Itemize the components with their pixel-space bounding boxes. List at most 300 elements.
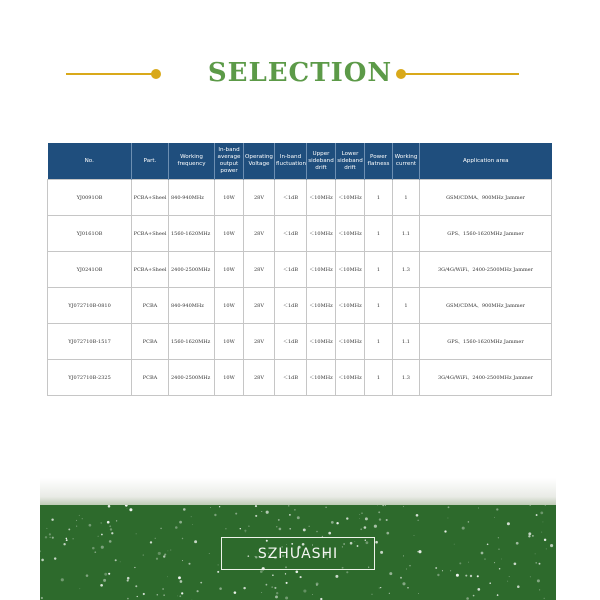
speckle-dot [517,585,520,588]
speckle-dot [435,567,437,569]
speckle-dot [45,536,47,538]
cell-current: 1 [393,288,420,324]
table-row [48,288,552,324]
speckle-dot [489,582,491,584]
speckle-dot [104,573,107,576]
cell-no: YJ072710B-1517 [48,324,132,360]
table-row [48,324,552,360]
speckle-dot [168,551,169,552]
speckle-dot [300,576,302,578]
speckle-dot [403,555,404,556]
cell-no: YJ072710B-2325 [48,360,132,396]
speckle-dot [162,588,164,590]
speckle-dot [179,595,181,597]
speckle-dot [275,595,278,598]
speckle-dot [375,541,378,544]
speckle-dot [94,551,96,553]
speckle-dot [448,506,450,508]
speckle-dot [380,587,381,588]
speckle-dot [418,593,419,594]
speckle-dot [164,554,166,556]
header-application-area: Application area [420,143,552,180]
speckle-dot [107,521,110,524]
speckle-dot [274,587,276,589]
speckle-dot [66,539,68,541]
cell-application: GSM/CDMA、900MHz Jammer [420,288,552,324]
speckle-dot [108,573,110,575]
header-output-power: In-band average output power [215,143,244,180]
speckle-dot [509,576,510,577]
speckle-dot [535,554,536,555]
speckle-dot [276,592,278,594]
speckle-dot [92,547,95,550]
speckle-dot [477,588,480,591]
cell-lower-drift: ＜10MHz [336,180,365,216]
speckle-dot [530,576,531,577]
speckle-dot [127,508,128,509]
speckle-dot [245,532,246,533]
cell-fluctuation: ＜1dB [275,216,307,252]
table-row [48,216,552,252]
speckle-dot [285,597,288,600]
speckle-dot [143,593,145,595]
speckle-dot [278,519,280,521]
speckle-dot [276,526,277,527]
speckle-dot [108,505,111,507]
speckle-dot [188,563,190,565]
speckle-dot [406,569,407,570]
speckle-dot [546,549,547,550]
speckle-dot [379,518,381,520]
speckle-dot [182,538,183,539]
cell-fluctuation: ＜1dB [275,360,307,396]
speckle-dot [389,593,390,594]
speckle-dot [468,562,469,563]
speckle-dot [51,518,53,520]
speckle-dot [537,579,540,582]
speckle-dot [335,575,338,578]
speckle-dot [52,537,54,539]
speckle-dot [79,588,80,589]
speckle-dot [234,591,237,594]
speckle-dot [539,589,540,590]
speckle-dot [325,507,326,508]
cell-upper-drift: ＜10MHz [307,252,336,288]
speckle-dot [110,528,112,530]
header-part: Part. [132,143,169,180]
speckle-dot [210,507,211,508]
speckle-dot [272,574,273,575]
cell-lower-drift: ＜10MHz [336,360,365,396]
cell-voltage: 28V [244,252,275,288]
cell-power: 10W [215,324,244,360]
speckle-dot [285,573,286,574]
speckle-dot [41,559,44,562]
decorative-line-right [403,73,519,75]
cell-voltage: 28V [244,324,275,360]
speckle-dot [66,538,68,540]
speckle-dot [494,517,495,518]
speckle-dot [328,532,331,535]
brand-banner [40,505,556,600]
speckle-dot [360,528,362,530]
cell-voltage: 28V [244,360,275,396]
cell-part: PCBA+Sheel [132,216,169,252]
speckle-dot [61,578,64,581]
cell-frequency: 840-940MHz [169,180,215,216]
speckle-dot [466,597,469,600]
speckle-dot [156,558,158,560]
speckle-dot [541,532,542,533]
cell-voltage: 28V [244,216,275,252]
cell-flatness: 1 [365,324,393,360]
header-power-flatness: Power flatness [365,143,393,180]
speckle-dot [297,516,300,519]
cell-application: GPS、1560-1620MHz Jammer [420,324,552,360]
speckle-dot [197,590,199,592]
table-row [48,180,552,216]
speckle-dot [170,550,171,551]
cell-flatness: 1 [365,252,393,288]
speckle-dot [177,596,178,597]
speckle-dot [89,524,92,527]
speckle-dot [115,559,117,561]
speckle-dot [76,526,77,527]
speckle-dot [181,592,183,594]
speckle-dot [507,522,510,525]
speckle-dot [73,538,74,539]
speckle-dot [365,517,368,520]
cell-flatness: 1 [365,180,393,216]
speckle-dot [536,514,538,516]
speckle-dot [137,596,138,597]
speckle-dot [178,576,181,579]
speckle-dot [414,535,415,536]
speckle-dot [109,540,112,543]
speckle-dot [484,558,485,559]
cell-current: 1.3 [393,252,420,288]
speckle-dot [192,524,193,525]
speckle-dot [98,536,99,537]
speckle-dot [389,572,392,575]
speckle-dot [501,559,502,560]
speckle-dot [316,584,317,585]
speckle-dot [82,518,83,519]
speckle-dot [266,584,268,586]
speckle-dot [400,577,402,579]
cell-frequency: 1560-1620MHz [169,324,215,360]
speckle-dot [309,526,310,527]
speckle-dot [407,587,409,589]
speckle-dot [364,526,367,529]
speckle-dot [200,582,202,584]
speckle-dot [514,562,517,565]
speckle-dot [167,576,168,577]
speckle-dot [163,594,164,595]
speckle-dot [219,506,220,507]
speckle-dot [444,530,446,532]
speckle-dot [380,551,383,554]
speckle-dot [288,505,289,506]
speckle-dot [160,528,162,530]
cell-upper-drift: ＜10MHz [307,216,336,252]
speckle-dot [437,574,439,576]
speckle-dot [316,531,318,533]
cell-current: 1.3 [393,360,420,396]
speckle-dot [528,535,530,537]
speckle-dot [516,542,519,545]
speckle-dot [289,514,291,516]
cell-frequency: 1560-1620MHz [169,216,215,252]
speckle-dot [261,592,262,593]
speckle-dot [243,587,245,589]
speckle-dot [120,561,121,562]
speckle-dot [386,532,389,535]
speckle-dot [255,515,257,517]
speckle-dot [180,580,183,583]
cell-frequency: 840-940MHz [169,288,215,324]
speckle-dot [377,505,378,506]
cell-lower-drift: ＜10MHz [336,324,365,360]
speckle-dot [470,575,472,577]
cell-power: 10W [215,288,244,324]
cell-part: PCBA [132,288,169,324]
header-upper-sideband-drift: Upper sideband drift [307,143,336,180]
speckle-dot [158,552,161,555]
speckle-dot [54,557,56,559]
speckle-dot [382,505,384,506]
cell-fluctuation: ＜1dB [275,288,307,324]
cell-fluctuation: ＜1dB [275,252,307,288]
speckle-dot [494,562,495,563]
speckle-dot [125,505,128,507]
speckle-dot [182,560,183,561]
cell-flatness: 1 [365,360,393,396]
cell-power: 10W [215,252,244,288]
speckle-dot [143,554,144,555]
speckle-dot [417,551,418,552]
speckle-dot [244,530,246,532]
speckle-dot [150,541,152,543]
speckle-dot [266,511,269,514]
cell-lower-drift: ＜10MHz [336,252,365,288]
speckle-dot [535,562,536,563]
cell-power: 10W [215,360,244,396]
speckle-dot [539,563,541,565]
cell-upper-drift: ＜10MHz [307,360,336,396]
speckle-dot [127,580,129,582]
cell-voltage: 28V [244,180,275,216]
cell-application: 3G/4G/WiFi、2400-2500MHz Jammer [420,252,552,288]
table-header-row [48,143,552,180]
speckle-dot [540,512,543,515]
speckle-dot [289,528,291,530]
speckle-dot [331,521,334,524]
speckle-dot [532,535,534,537]
speckle-dot [46,528,47,529]
speckle-dot [109,525,111,527]
speckle-dot [418,520,419,521]
speckle-dot [465,575,467,577]
cell-part: PCBA [132,360,169,396]
speckle-dot [545,505,546,506]
speckle-dot [477,575,479,577]
speckle-dot [191,516,192,517]
cell-upper-drift: ＜10MHz [307,324,336,360]
speckle-dot [496,508,498,510]
header-operating-voltage: Operating Voltage [244,143,275,180]
speckle-dot [103,579,106,582]
speckle-dot [79,515,80,516]
speckle-dot [218,564,219,565]
cell-upper-drift: ＜10MHz [307,288,336,324]
speckle-dot [68,528,70,530]
speckle-dot [473,595,475,597]
speckle-dot [240,528,241,529]
cell-lower-drift: ＜10MHz [336,216,365,252]
cell-no: YJ072710B-0810 [48,288,132,324]
cell-lower-drift: ＜10MHz [336,288,365,324]
speckle-dot [175,526,178,529]
speckle-dot [303,528,306,531]
brand-box [221,537,375,570]
speckle-dot [544,598,545,599]
speckle-dot [134,567,135,568]
cell-power: 10W [215,216,244,252]
speckle-dot [529,505,530,506]
speckle-dot [261,511,262,512]
speckle-dot [456,574,459,577]
speckle-dot [447,517,448,518]
speckle-dot [409,565,410,566]
speckle-dot [219,587,222,590]
speckle-dot [442,570,443,571]
speckle-dot [498,548,500,550]
cell-application: 3G/4G/WiFi、2400-2500MHz Jammer [420,360,552,396]
speckle-dot [63,543,65,545]
header-lower-sideband-drift: Lower sideband drift [336,143,365,180]
speckle-dot [136,534,137,535]
cell-no: YJ0161OB [48,216,132,252]
speckle-dot [450,570,451,571]
speckle-dot [507,581,508,582]
speckle-dot [385,505,386,506]
speckle-dot [129,508,132,511]
speckle-dot [462,527,465,530]
speckle-dot [217,571,219,573]
speckle-dot [271,586,273,588]
table-row [48,252,552,288]
speckle-dot [499,568,501,570]
cell-fluctuation: ＜1dB [275,324,307,360]
speckle-dot [101,546,104,549]
speckle-dot [100,584,103,587]
speckle-dot [346,517,348,519]
header-working-current: Working current [393,143,420,180]
speckle-dot [294,509,295,510]
speckle-dot [359,518,360,519]
speckle-dot [248,525,250,527]
cell-frequency: 2400-2500MHz [169,252,215,288]
section-title-bar [0,52,600,100]
cell-no: YJ0091OB [48,180,132,216]
speckle-dot [459,562,461,564]
speckle-dot [183,508,186,511]
speckle-dot [116,520,117,521]
cell-flatness: 1 [365,288,393,324]
speckle-dot [402,582,405,585]
speckle-dot [550,544,553,547]
speckle-dot [194,540,197,543]
speckle-dot [49,533,51,535]
speckle-dot [497,594,499,596]
speckle-dot [487,544,489,546]
speckle-dot [416,514,419,517]
cell-power: 10W [215,180,244,216]
speckle-dot [498,537,499,538]
cell-part: PCBA+Sheel [132,180,169,216]
speckle-dot [478,508,479,509]
speckle-dot [111,532,113,534]
speckle-dot [209,553,210,554]
brand-name: SZHUASHI [257,545,339,562]
speckle-dot [127,598,129,600]
speckle-dot [346,571,348,573]
speckle-dot [481,552,484,555]
speckle-dot [418,550,421,553]
speckle-dot [295,570,298,573]
speckle-dot [157,594,159,596]
cell-current: 1 [393,180,420,216]
speckle-dot [386,519,388,521]
speckle-dot [378,511,380,513]
speckle-dot [163,555,165,557]
speckle-dot [372,594,373,595]
speckle-dot [135,585,137,587]
table-row [48,360,552,396]
speckle-dot [100,522,101,523]
speckle-dot [454,544,455,545]
speckle-dot [260,570,263,573]
speckle-dot [179,521,182,524]
speckle-dot [214,514,216,516]
speckle-dot [542,521,543,522]
cell-upper-drift: ＜10MHz [307,180,336,216]
cell-application: GPS、1560-1620MHz Jammer [420,216,552,252]
speckle-dot [41,597,43,599]
speckle-dot [312,594,313,595]
cell-part: PCBA+Sheel [132,252,169,288]
speckle-dot [359,514,360,515]
header-no: No. [48,143,132,180]
cell-flatness: 1 [365,216,393,252]
speckle-dot [40,550,41,552]
speckle-dot [544,539,546,541]
speckle-dot [86,574,89,577]
speckle-dot [155,538,156,539]
cell-frequency: 2400-2500MHz [169,360,215,396]
cell-voltage: 28V [244,288,275,324]
speckle-dot [235,513,237,515]
speckle-dot [279,528,282,531]
speckle-dot [374,525,377,528]
speckle-dot [255,505,257,507]
page-title: SELECTION [207,58,393,88]
speckle-dot [403,506,404,507]
speckle-dot [468,521,470,523]
speckle-dot [336,522,338,524]
speckle-dot [379,587,380,588]
